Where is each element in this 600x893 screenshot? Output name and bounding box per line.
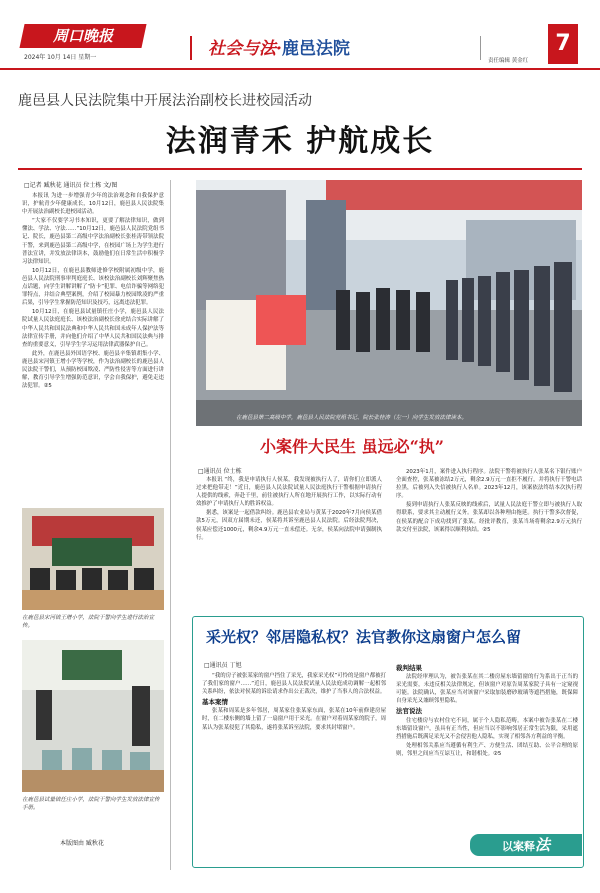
photo3-caption: 在鹿邑县试量镇任庄小学，法院干警向学生发放法律宣传手册。	[22, 797, 160, 811]
photo-credit: 本版图由 臧秋花	[60, 840, 104, 847]
story2-title: 小案件大民生 虽远必“执”	[260, 437, 444, 456]
story3-body-right	[396, 662, 578, 826]
headline-rule	[18, 168, 582, 170]
school-courtyard-photo	[196, 180, 582, 426]
main-photo-caption: 在鹿邑县第二高级中学，鹿邑县人民法院党组书记、院长张桂涛（左一）向学生发放法律读本。	[236, 415, 468, 421]
subheading: 基本案情	[202, 698, 228, 707]
paragraph: 张某和周某是多年邻居，周某家住张某家东面，张某在10年前修建房屋时，在二楼东侧的墙上留了一扇窗户用于采光。在窗户对着周某家的院子，周某认为张某侵犯了其隐私，遂将张某诉至法院，要求其封堵窗户。	[202, 708, 386, 731]
main-photo	[196, 180, 582, 426]
story2-body-right	[396, 468, 582, 606]
badge-text: 以案释	[501, 840, 535, 853]
story1-subtitle: 鹿邑县人民法院集中开展法治副校长进校园活动	[18, 93, 312, 109]
issue-date: 2024年 10月 14日 星期一	[24, 54, 97, 61]
divider	[190, 36, 192, 60]
case-badge	[470, 834, 582, 856]
story1-byline: □记者 臧秋花 通讯员 位士栋 文/图	[24, 182, 118, 189]
classroom-photo	[22, 508, 164, 610]
logo-text: 周口晚报	[52, 27, 113, 45]
story2-body-left	[196, 476, 382, 606]
column-divider	[170, 180, 171, 870]
story3-byline: □通讯员 丁旭	[204, 662, 242, 669]
schoolroom-photo-image	[22, 640, 164, 792]
classroom-photo-image	[22, 508, 164, 610]
story1-title: 法润青禾 护航成长	[165, 124, 435, 159]
section-label-a: 社会与法·	[208, 39, 282, 59]
story2-byline: □通讯员 位士栋	[198, 468, 242, 475]
paragraph: 法院经审理认为，被告张某在其二楼房屋东墙留窗的行为系出于正当的采光需要，未违反相关法律规定，但该窗户对原告周某家院子具有一定窥视可能。法院确认，张某应当对该窗户采取加装磨砂玻璃等遮挡措施，既保障自身采光又兼顾邻里隐私。	[396, 674, 578, 705]
section-label-b: 鹿邑法院	[281, 39, 350, 59]
section-title	[208, 34, 350, 59]
paragraph: 2023年1月，案件进入执行程序。法院干警将被执行人张某名下银行账户全面查控，张某被冻结2万元，剩余2.9万元一直拒不履行，并将执行干警电话拉黑，后被列入失信被执行人名单。2023年12月，该案依法终结本次执行程序。	[396, 469, 582, 500]
paragraph: 接到申请执行人张某反映的线索后，试量人民法庭干警立即与被执行人取得联系，要求其主动履行义务。张某却以各种理由拖延。执行干警多次督促，在侯某的配合下成功找到了张某。经批评教育，张某当场将剩余2.9万元执行款交付至法院，该案得以顺利执结。②5	[396, 502, 582, 533]
divider	[480, 36, 481, 60]
paragraph: 据悉，该案是一起借款纠纷。鹿邑县农业局与黄某于2020年7月向侯某借款5万元，因双方届期未还，侯某将其诉至鹿邑县人民法院。后经法院判决，侯某应偿还1000元，剩余4.9万元一直未偿还。无奈，侯某向法院申请强制执行。	[196, 510, 382, 541]
paragraph: “大家不仅要学习书本知识，更要了解法律知识，做到懂法、学法、守法……”10月12日，鹿邑县人民法院党组书记、院长，鹿邑县第二高级中学法治副校长张桂涛带领法院干警，来到鹿邑县第二高级中学，在校园广场上为学生进行普法宣讲，并发放法律读本，鼓励他们在日常生活中积极学习法律知识。	[22, 218, 164, 265]
badge-char: 法	[534, 836, 550, 854]
story1-body	[22, 192, 164, 496]
editor-credit: 责任编辑 黄金红	[488, 58, 529, 64]
paragraph: 住宅楼房与农村住宅不同，属于个人隐私范畴。本案中被告张某在二楼东墙留设窗户，虽具有正当性，但应当以不影响邻居正常生活为限，采用遮挡措施后既满足采光又不会侵害他人隐私，实现了相邻各方利益的平衡。	[396, 717, 578, 740]
newspaper-logo	[19, 24, 146, 48]
paragraph: 10月12日，在鹿邑县教师进修学校附属初级中学，鹿邑县人民法院刑事审判庭庭长、该校法治副校长刘辉聚焦热点话题，向学生讲解讲解了“防卡”犯罪、电信诈骗等网络犯罪特点，并结合典型案例，介绍了校园暴力校园欺凌的严重后果，引导学生掌握防范知识及技巧，远离违法犯罪。	[22, 267, 164, 307]
story3-title: 采光权？邻居隐私权？法官教你这扇窗户怎么留	[206, 628, 522, 646]
paragraph: 10月12日，在鹿邑县试量镇任庄小学，鹿邑县人民法院试量人民法庭庭长、该校法治副校长徐虎结合实际讲解了中华人民共和国民法典和中华人民共和国未成年人保护法等法律宣传手册，并向他们介绍了中华人民共和国民法典与排查的重要意义，引导学生学习运用法律武器保护自己。	[22, 309, 164, 348]
paragraph: “我的房子被张某家的窗户挡住了采光，我家采光权”可怜的是窗户都被打了我们家的窗户……”近日，鹿邑县人民法院试量人民法庭成功调解一起相邻关系纠纷，依法对侯某的诉讼请求作出公正裁决，维护了当事人的合法权益。	[202, 673, 386, 696]
story3-body-left	[202, 672, 386, 862]
photo2-caption: 在鹿邑县宋河镇王增小学，法院干警向学生进行法治宣传。	[22, 615, 155, 629]
paragraph: 此外，在鹿邑县外国语学校、鹿邑县辛集镇胡集小学、鹿邑县宋河镇王增小学等学校，作为法治副校长的鹿邑县人民法院干警们，从预防校园欺凌、严防性侵害等方面进行讲解，教育引导学生增强防范意识，学会自我保护，避免走违法犯罪。②5	[22, 350, 164, 390]
schoolroom-photo	[22, 640, 164, 792]
page-number: 7	[548, 24, 578, 64]
subheading: 裁判结果	[396, 664, 422, 672]
subheading: 法官说法	[396, 707, 422, 716]
paragraph: 处理相邻关系应当遵循有利生产、方便生活、团结互助、公平合理的原则，邻里之间应当互谅互让，和谐相处。②5	[396, 742, 578, 757]
paragraph: 本报讯 为进一步增强青少年的法治观念和自我保护意识，护航青少年健康成长，10月12日，鹿邑县人民法院集中开展法治副校长进校园活动。	[22, 193, 164, 216]
paragraph: 本报讯 “终，我是申请执行人侯某，我发现被执行人了，请你们立即派人过来把他带走！”近日，鹿邑县人民法院试量人民法庭执行干警根据申请执行人提供的线索，奔赴千里，前往被执行人所在地开展执行工作，以实际行动有效推护了申请执行人的胜诉权益。	[196, 477, 382, 508]
